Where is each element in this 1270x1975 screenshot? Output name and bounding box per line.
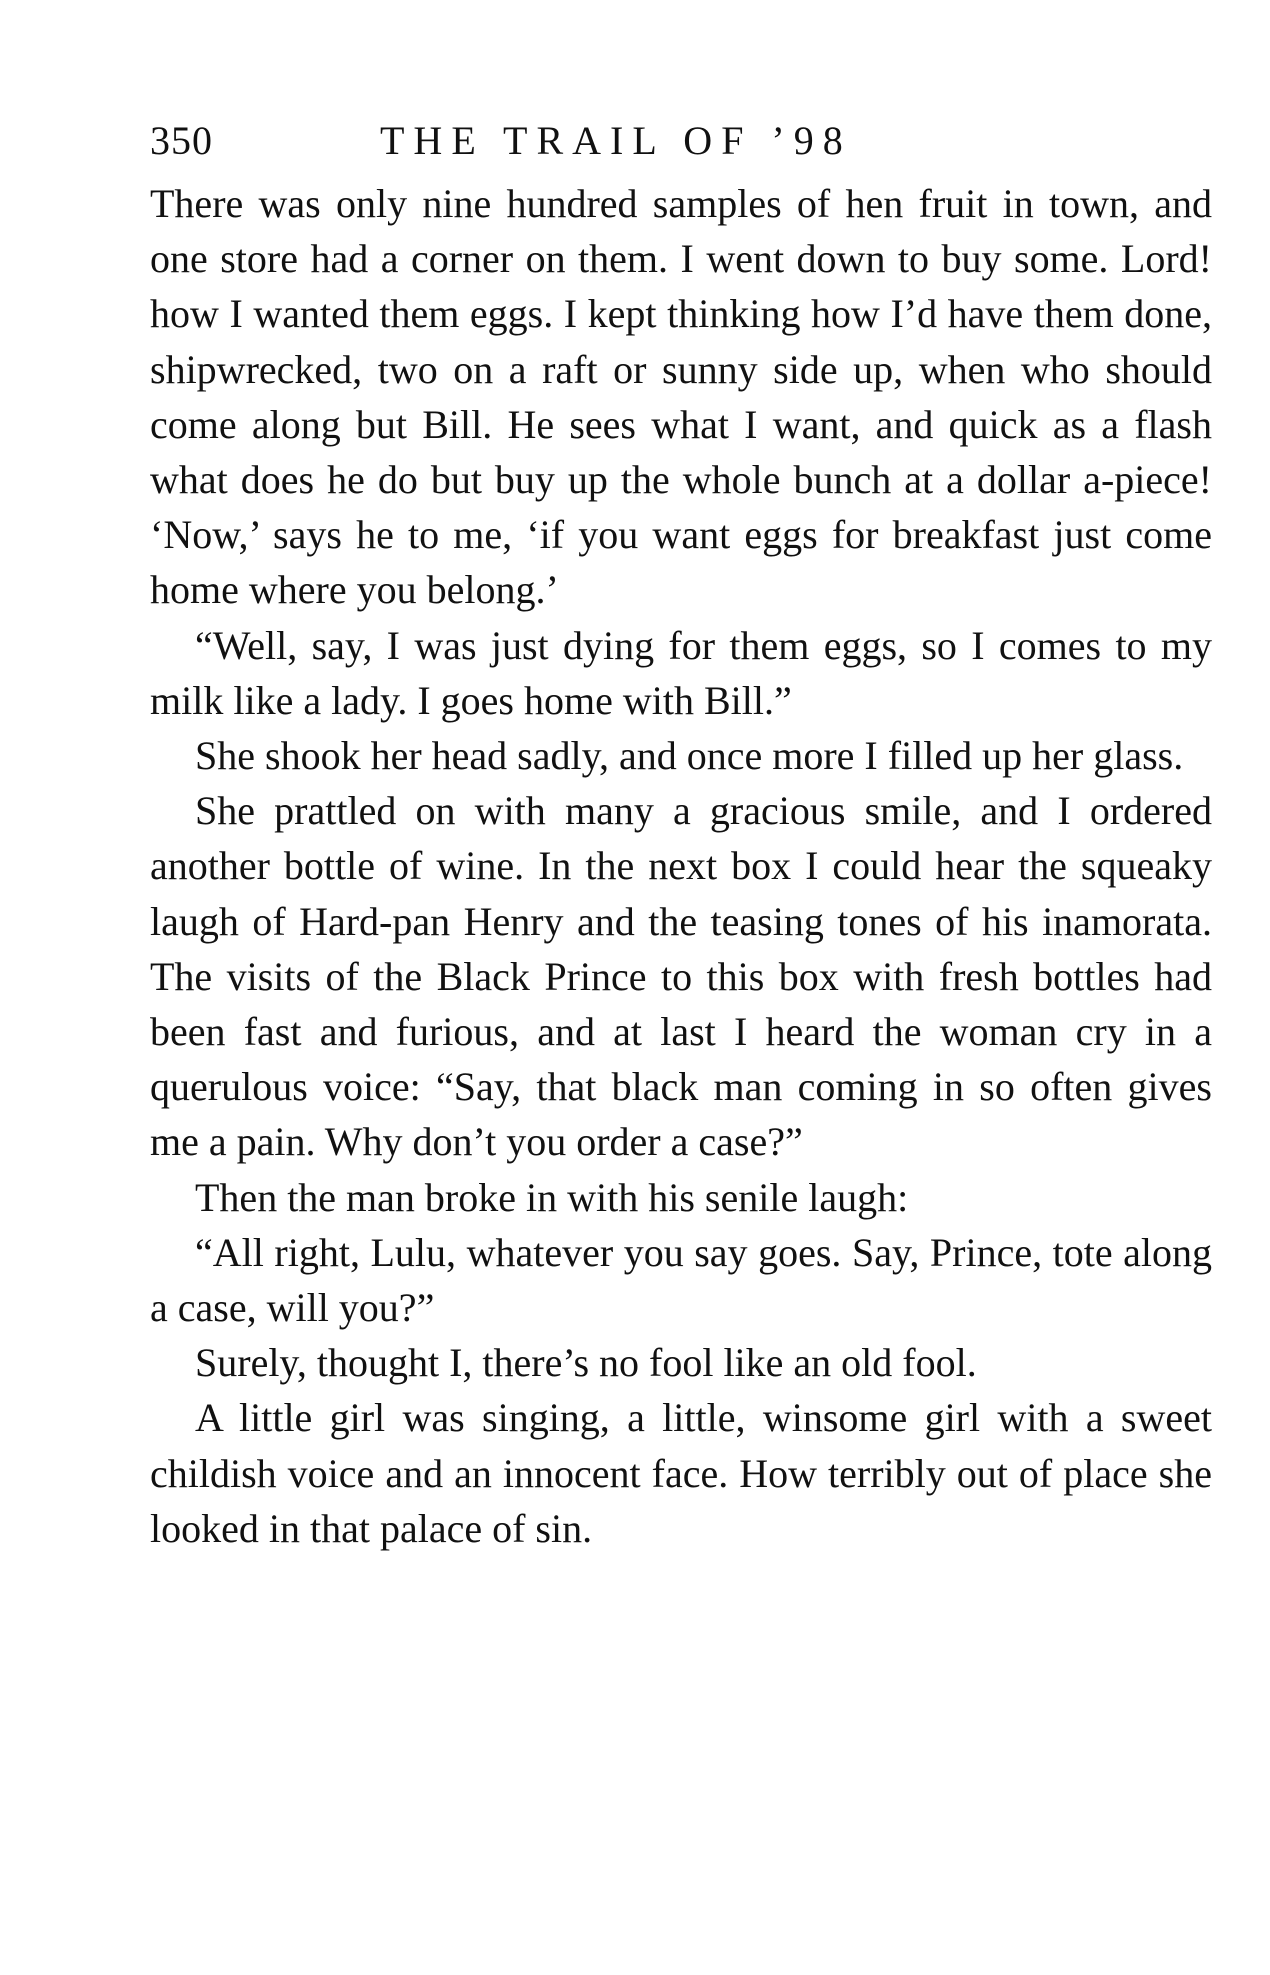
paragraph-continued: There was only nine hundred samples of hen fruit in town, and one store had a corner on them. I went down to buy some. Lord! how I wanted them eggs. I kept thinking how I’d have them done, shipwrecked, two on a raft or sunny side up, when who should come along but Bill. He sees what I want, and quick as a flash what does he do but buy up the whole bunch at a dollar a-piece! ‘Now,’ says he to me, ‘if you want eggs for breakfast just come home where you belong.’ (150, 181, 1212, 613)
paragraph: Then the man broke in with his senile laugh: (195, 1174, 909, 1220)
body-text (150, 176, 1212, 1556)
book-page (150, 110, 1212, 1556)
paragraph: “All right, Lulu, whatever you say goes. Say, Prince, tote along a case, will you?” (150, 1229, 1212, 1331)
paragraph: Surely, thought I, there’s no fool like an old fool. (195, 1340, 977, 1386)
page-number: 350 (150, 118, 213, 163)
paragraph: She prattled on with many a gracious smile, and I ordered another bottle of wine. In the next box I could hear the squeaky laugh of Hard-pan Henry and the teasing tones of his inamorata. The visits of the Black Prince to this box with fresh bottles had been fast and furious, and at last I heard the woman cry in a querulous voice: “Say, that black man coming in so often gives me a pain. Why don’t you order a case?” (150, 788, 1212, 1165)
running-head (150, 110, 1212, 172)
book-title: THE TRAIL OF ’98 (380, 118, 852, 163)
paragraph: She shook her head sadly, and once more I filled up her glass. (195, 733, 1184, 779)
paragraph: “Well, say, I was just dying for them eggs, so I comes to my milk like a lady. I goes home with Bill.” (150, 622, 1212, 723)
paragraph: A little girl was singing, a little, winsome girl with a sweet childish voice and an innocent face. How terribly out of place she looked in that palace of sin. (150, 1395, 1212, 1551)
